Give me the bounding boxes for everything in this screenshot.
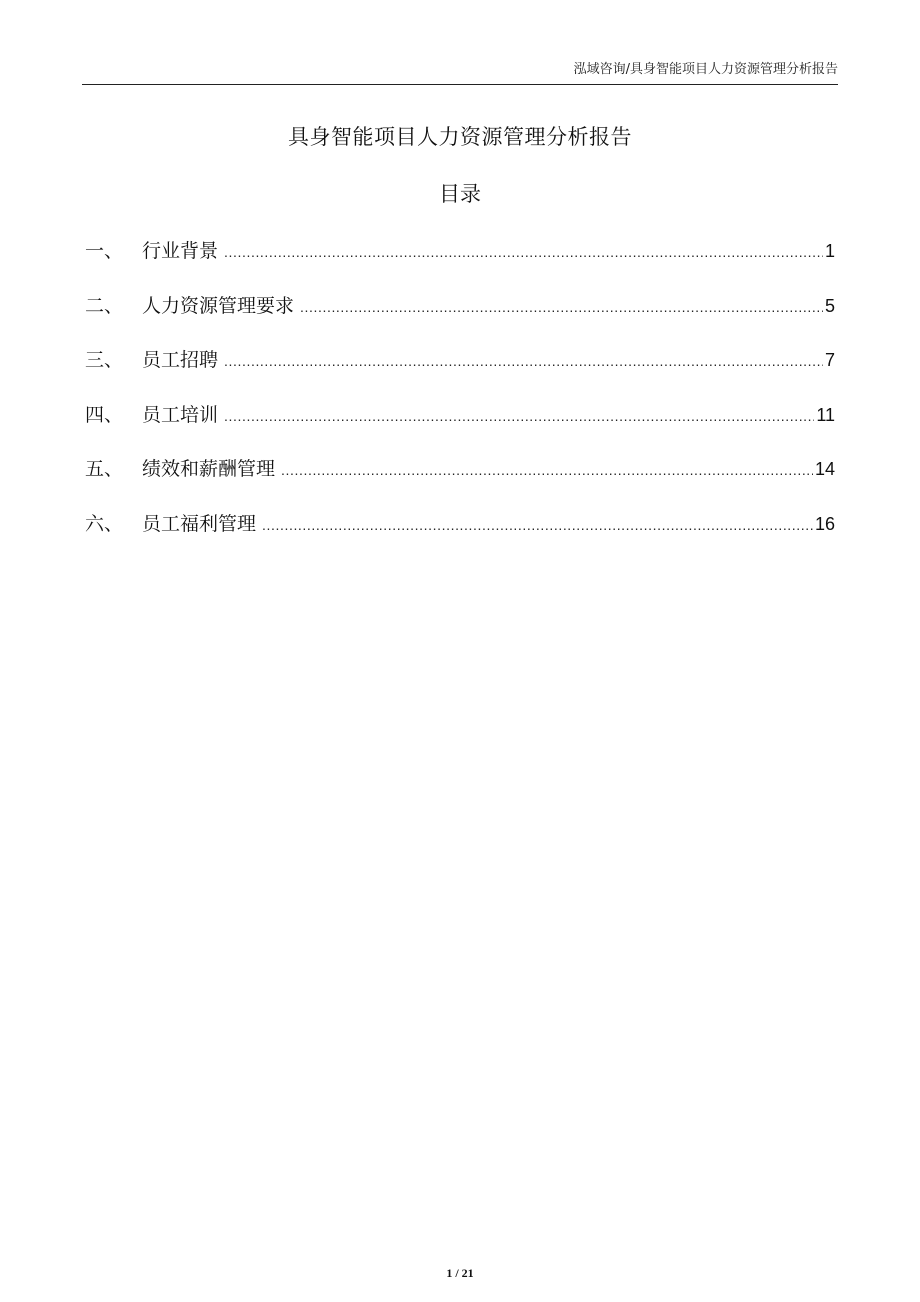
toc-dot-leader	[224, 244, 823, 260]
table-of-contents	[85, 236, 835, 564]
toc-dot-leader	[281, 462, 813, 478]
toc-entry-2[interactable]	[85, 291, 835, 346]
header-divider	[82, 84, 838, 85]
toc-entry-1[interactable]	[85, 236, 835, 291]
toc-entry-page: 14	[814, 459, 835, 480]
toc-heading: 目录	[439, 182, 481, 206]
toc-entry-5[interactable]	[85, 454, 835, 509]
toc-entry-number: 五、	[85, 458, 124, 481]
toc-entry-page: 7	[824, 350, 835, 371]
running-header: 泓域咨询/具身智能项目人力资源管理分析报告	[573, 62, 838, 77]
toc-dot-leader	[262, 517, 813, 533]
toc-dot-leader	[300, 299, 823, 315]
toc-entry-number: 四、	[85, 403, 124, 426]
toc-entry-number: 一、	[85, 240, 124, 262]
toc-entry-label: 人力资源管理要求	[142, 294, 295, 317]
toc-entry-label: 行业背景	[142, 240, 219, 262]
toc-entry-number: 二、	[85, 294, 124, 317]
toc-entry-page: 5	[824, 295, 835, 316]
toc-entry-4[interactable]	[85, 400, 835, 455]
toc-entry-6[interactable]	[85, 509, 835, 564]
document-title: 具身智能项目人力资源管理分析报告	[288, 125, 632, 149]
toc-dot-leader	[224, 408, 814, 424]
toc-entry-number: 三、	[85, 349, 124, 372]
toc-entry-page: 1	[824, 241, 835, 261]
toc-entry-number: 六、	[85, 512, 124, 535]
toc-entry-label: 员工福利管理	[142, 512, 257, 535]
toc-entry-page: 16	[814, 513, 835, 534]
toc-entry-page: 11	[816, 404, 835, 425]
toc-entry-3[interactable]	[85, 345, 835, 400]
toc-entry-label: 绩效和薪酬管理	[142, 458, 276, 481]
page-number: 1 / 21	[446, 1266, 474, 1280]
toc-entry-label: 员工招聘	[142, 349, 219, 372]
toc-dot-leader	[224, 353, 823, 369]
toc-entry-label: 员工培训	[142, 403, 219, 426]
